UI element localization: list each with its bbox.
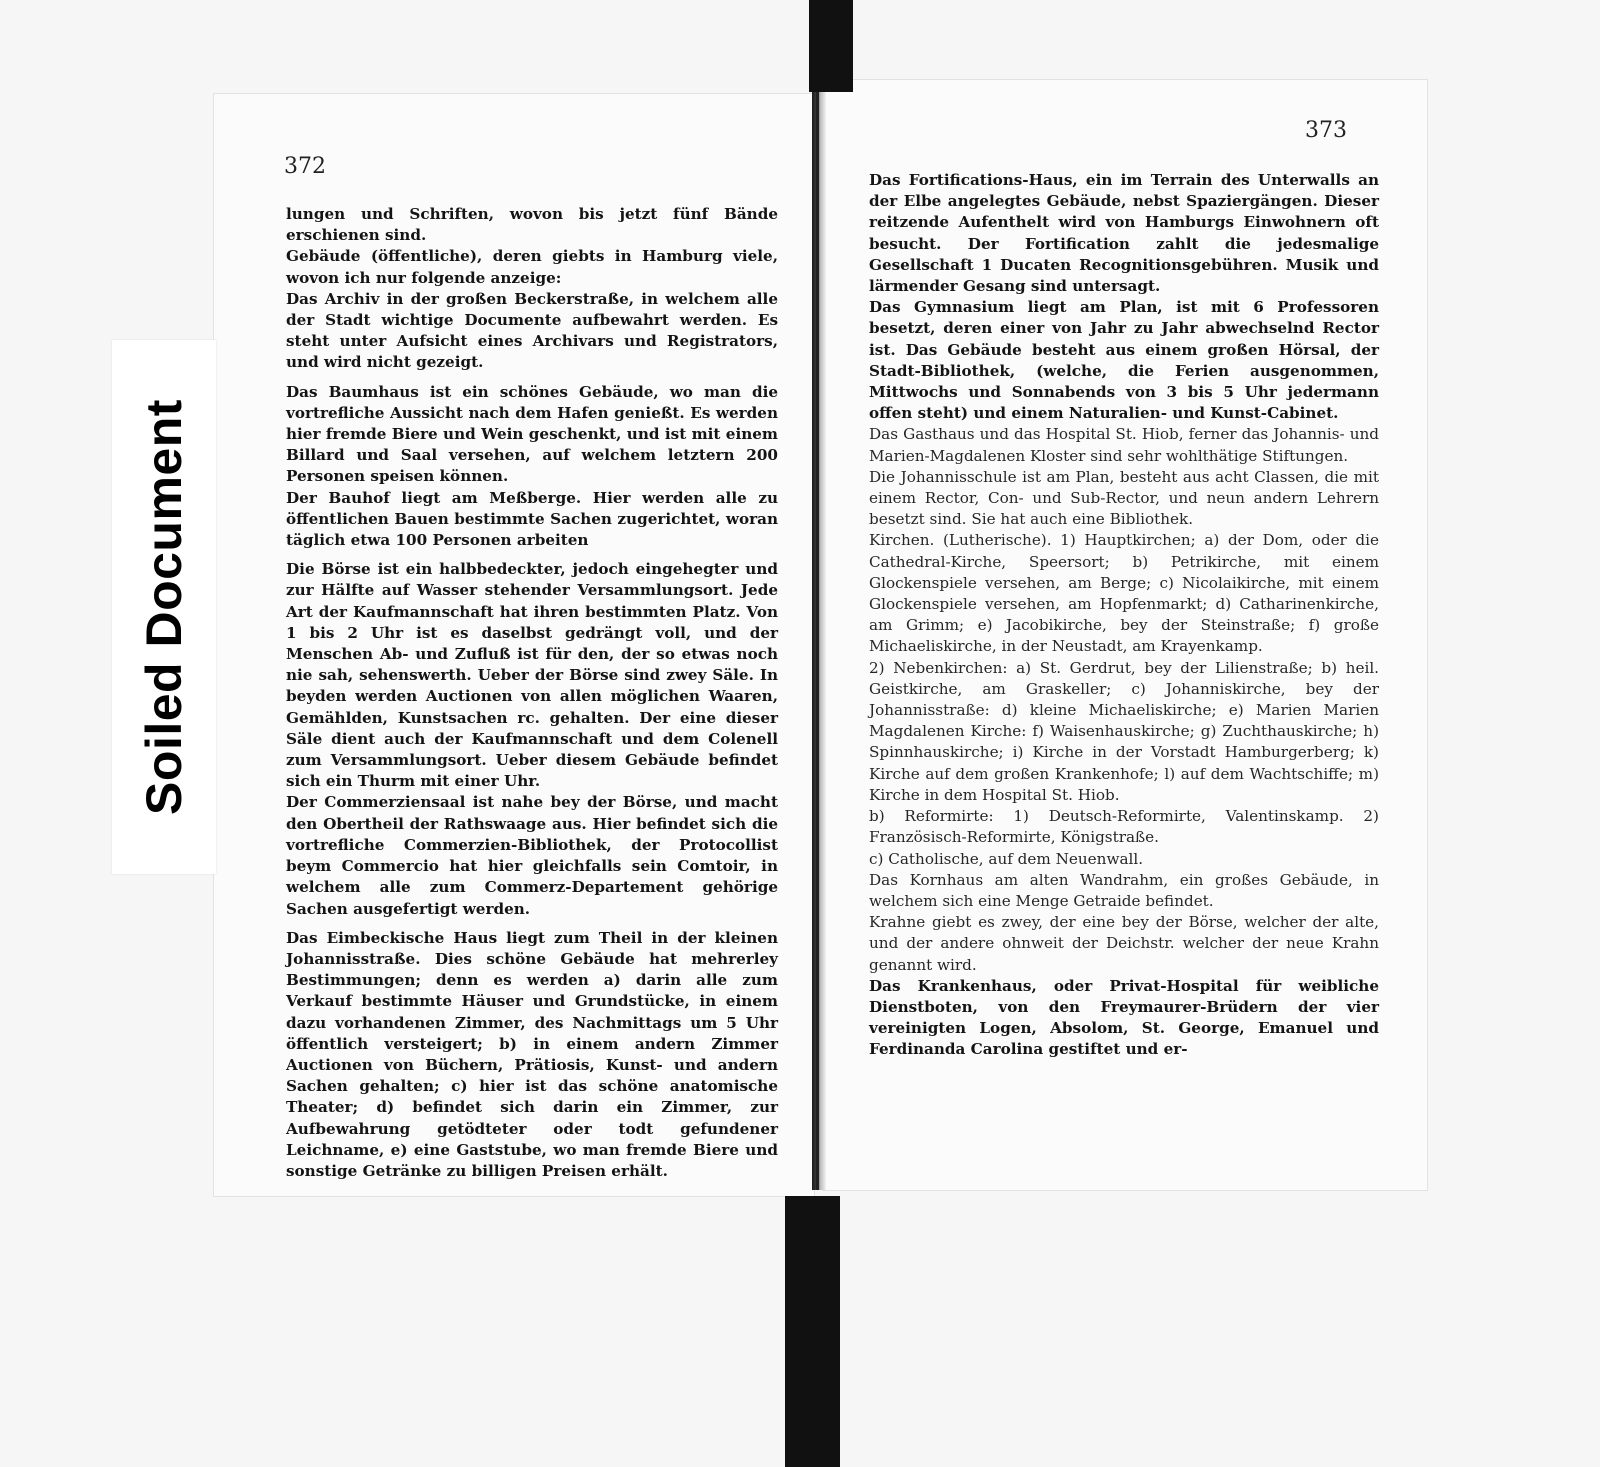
paragraph: Das Kornhaus am alten Wandrahm, ein großes Gebäude, in welchem sich eine Menge Getraide befindet. — [869, 870, 1379, 910]
page-number-right: 373 — [1305, 118, 1347, 143]
left-page — [214, 94, 814, 1196]
binding-clip-bottom — [785, 1196, 840, 1467]
gutter-line — [816, 90, 819, 1190]
paragraph: Krahne giebt es zwey, der eine bey der Börse, welcher der alte, und der andere ohnweit der Deichstr. welcher der neue Krahn genannt wird. — [869, 913, 1379, 974]
book-spine — [812, 90, 826, 1190]
paragraph: Das Fortifications-Haus, ein im Terrain des Unterwalls an der Elbe angelegtes Gebäude, nebst Spaziergängen. Dieser reitzende Aufenthelt wird von Hamburgs Einwohnern oft besucht. Der Fortification zahlt die jedesmalige Gesellschaft 1 Ducaten Recognitionsgebühren. Musik und lärmender Gesang sind untersagt. — [869, 171, 1379, 296]
paragraph: Das Gymnasium liegt am Plan, ist mit 6 Professoren besetzt, deren einer von Jahr zu Jahr abwechselnd Rector ist. Das Gebäude besteht aus einem großen Hörsal, der Stadt-Bibliothek, (welche, die Ferien ausgenommen, Mittwochs und Sonnabends von 3 bis 5 Uhr jedermann offen steht) und einem Naturalien- und Kunst-Cabinet. — [869, 298, 1379, 423]
paragraph: Das Archiv in der großen Beckerstraße, in welchem alle der Stadt wichtige Documente aufbewahrt werden. Es steht unter Aufsicht eines Archivars und Registrators, und wird nicht gezeigt. — [286, 289, 778, 372]
soiled-document-label — [112, 340, 216, 874]
right-page-text — [869, 170, 1379, 1061]
paragraph: Das Eimbeckische Haus liegt zum Theil in der kleinen Johannisstraße. Dies schöne Gebäude hat mehrerley Bestimmungen; denn es werden a) darin alle zum Verkauf bestimmte Häuser und Grundstücke, in einem dazu vorhandenen Zimmer, des Nachmittags um 5 Uhr öffentlich versteigert; b) in einem andern Zimmer Auctionen von Büchern, Prätiosis, Kunst- und andern Sachen gehalten; c) hier ist das schöne anatomische Theater; d) befindet sich darin ein Zimmer, zur Aufbewahrung getödteter oder todt gefundener Leichname, e) eine Gaststube, wo man fremde Biere und sonstige Getränke zu billigen Preisen erhält. — [286, 928, 778, 1180]
paragraph: Das Baumhaus ist ein schönes Gebäude, wo man die vortrefliche Aussicht nach dem Hafen genießt. Es werden hier fremde Biere und Wein geschenkt, und ist mit einem Billard und Saal versehen, auf welchem letztern 200 Personen speisen können. — [286, 382, 778, 486]
paragraph: 2) Nebenkirchen: a) St. Gerdrut, bey der Lilienstraße; b) heil. Geistkirche, am Graskeller; c) Johanniskirche, bey der Johannisstraße: d) kleine Michaeliskirche; e) Marien Marien Magdalenen Kirche: f) Waisenhauskirche; g) Zuchthauskirche; h) Spinnhauskirche; i) Kirche in der Vorstadt Hamburgerberg; k) Kirche auf dem großen Krankenhofe; l) auf dem Wachtschiffe; m) Kirche in dem Hospital St. Hiob. — [869, 658, 1379, 804]
paragraph: c) Catholische, auf dem Neuenwall. — [869, 849, 1144, 868]
paragraph: Die Johannisschule ist am Plan, besteht aus acht Classen, die mit einem Rector, Con- und Sub-Rector, und neun andern Lehrern besetzt sind. Sie hat auch eine Bibliothek. — [869, 467, 1379, 529]
paragraph: lungen und Schriften, wovon bis jetzt fünf Bände erschienen sind. — [286, 205, 778, 245]
binding-clip-top — [809, 0, 853, 92]
left-page-text — [286, 204, 778, 1182]
paragraph: Das Krankenhaus, oder Privat-Hospital für weibliche Dienstboten, von den Freymaurer-Brüdern der vier vereinigten Logen, Absolom, St. George, Emanuel und Ferdinanda Carolina gestiftet und er- — [869, 976, 1379, 1059]
paragraph: Die Börse ist ein halbbedeckter, jedoch eingehegter und zur Hälfte auf Wasser stehender Versammlungsort. Jede Art der Kaufmannschaft hat ihren bestimmten Platz. Von 1 bis 2 Uhr ist es daselbst gedrängt voll, und der Menschen Ab- und Zufluß ist für den, der so etwas noch nie sah, sehenswerth. Ueber der Börse sind zwey Säle. In beyden werden Auctionen von allen möglichen Waaren, Gemählden, Kunstsachen rc. gehalten. Der eine dieser Säle dient auch der Kaufmannschaft und dem Colenell zum Versammlungsort. Ueber diesem Gebäude befindet sich ein Thurm mit einer Uhr. — [286, 560, 778, 791]
label-text: Soiled Document — [136, 399, 192, 815]
right-page — [823, 80, 1427, 1190]
page-number-left: 372 — [284, 154, 326, 179]
paragraph: Das Gasthaus und das Hospital St. Hiob, ferner das Johannis- und Marien-Magdalenen Kloster sind sehr wohlthätige Stiftungen. — [869, 425, 1379, 465]
paragraph: Der Commerziensaal ist nahe bey der Börse, und macht den Obertheil der Rathswaage aus. Hier befindet sich die vortrefliche Commerzien-Bibliothek, der Protocollist beym Commercio hat hier gleichfalls sein Comtoir, in welchem alle zum Commerz-Departement gehörige Sachen ausgefertigt werden. — [286, 793, 778, 918]
paragraph: b) Reformirte: 1) Deutsch-Reformirte, Valentinskamp. 2) Französisch-Reformirte, Königstraße. — [869, 807, 1379, 847]
paragraph: Der Bauhof liegt am Meßberge. Hier werden alle zu öffentlichen Bauen bestimmte Sachen zugerichtet, woran täglich etwa 100 Personen arbeiten — [286, 488, 778, 550]
paragraph: Gebäude (öffentliche), deren giebts in Hamburg viele, wovon ich nur folgende anzeige: — [286, 247, 778, 287]
paragraph: Kirchen. (Lutherische). 1) Hauptkirchen; a) der Dom, oder die Cathedral-Kirche, Speersort; b) Petrikirche, mit einem Glockenspiele versehen, am Berge; c) Nicolaikirche, mit einem Glockenspiele versehen, am Hopfenmarkt; d) Catharinenkirche, am Grimm; e) Jacobikirche, bey der Steinstraße; f) große Michaeliskirche, in der Neustadt, am Krayenkamp. — [869, 531, 1379, 656]
